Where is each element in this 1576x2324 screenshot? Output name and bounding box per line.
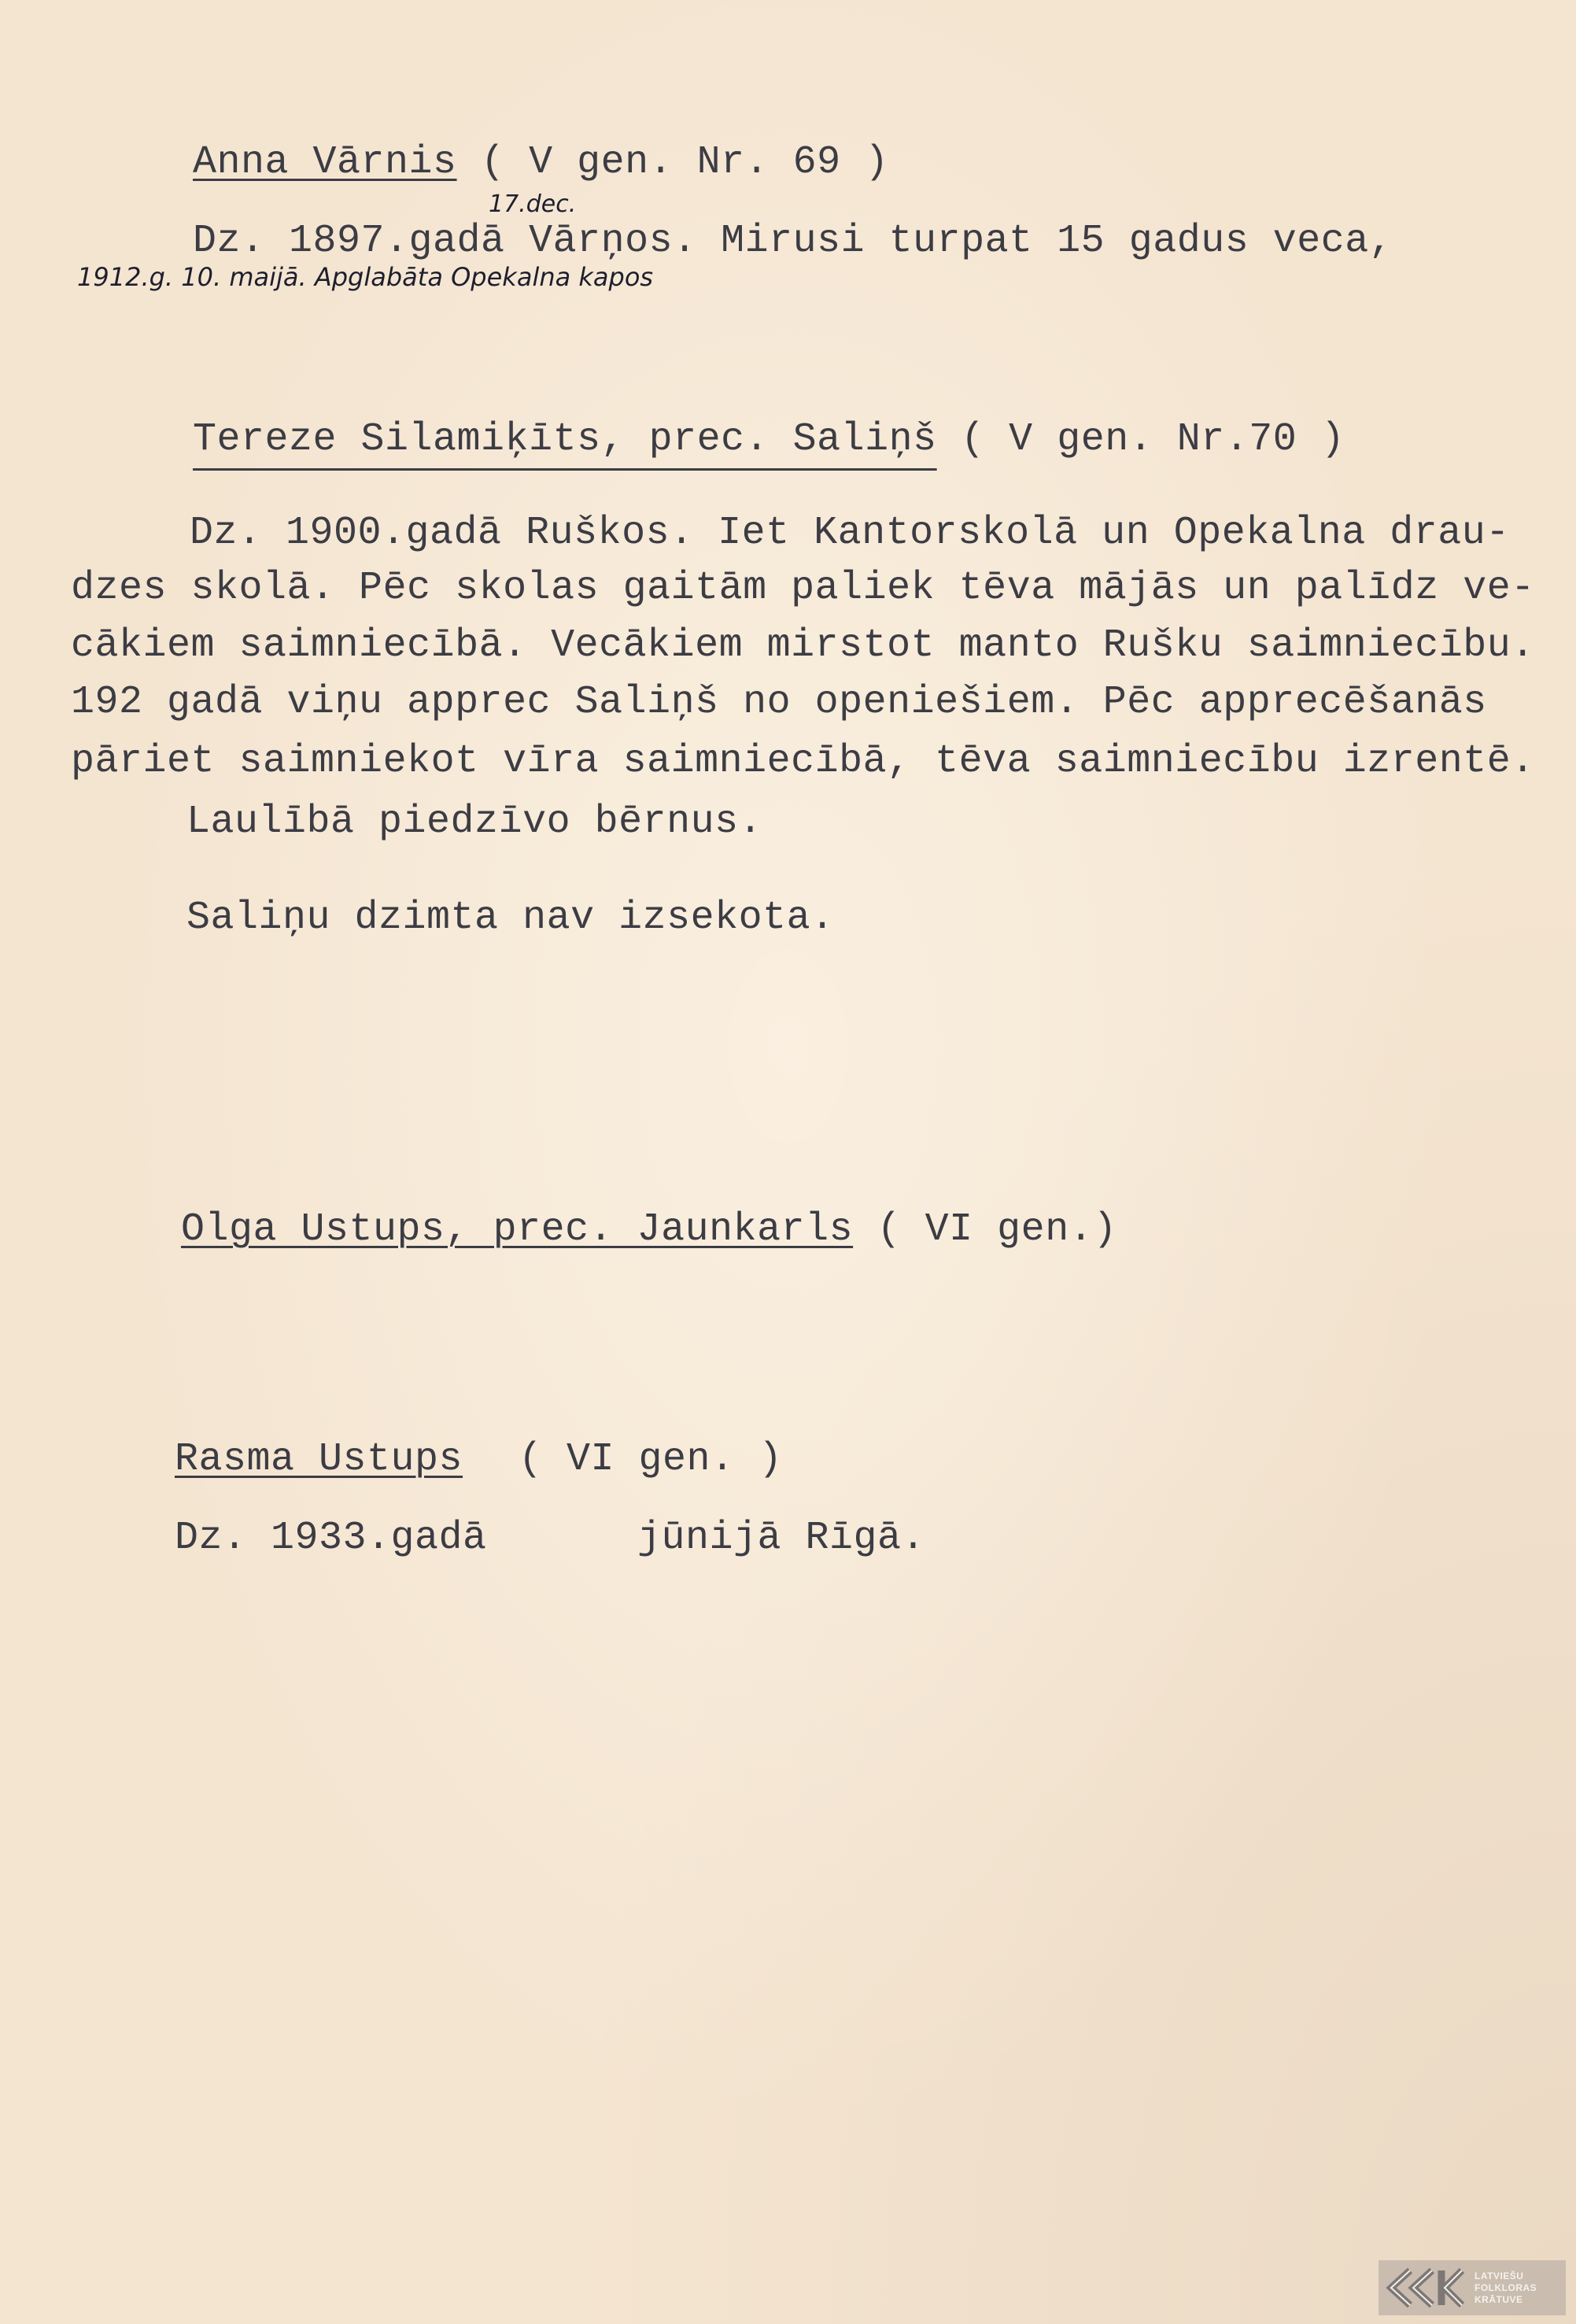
person-name: Rasma Ustups: [175, 1437, 463, 1482]
paragraph-line: 192 gadā viņu apprec Saliņš no openiešiem. Pēc apprecēšanās: [71, 680, 1487, 725]
birth-year: Dz. 1933.gadā: [175, 1516, 487, 1561]
generation-label: ( VI gen. ): [519, 1437, 783, 1482]
paragraph-line: pāriet saimniekot vīra saimniecībā, tēva saimniecību izrentē.: [71, 739, 1535, 784]
generation-label: ( V gen. Nr.70 ): [961, 417, 1345, 462]
person-name: Olga Ustups, prec. Jaunkarls: [181, 1207, 854, 1252]
paragraph-line: cākiem saimniecībā. Vecākiem mirstot manto Rušku saimniecību.: [71, 623, 1535, 668]
archive-logo-text: [1475, 2270, 1537, 2306]
lineage-note: Saliņu dzimta nav izsekota.: [186, 896, 835, 940]
entry-heading-tereze: [193, 416, 1345, 464]
archive-logo-line: FOLKLORAS: [1475, 2282, 1537, 2293]
person-name: Anna Vārnis: [193, 140, 457, 185]
archive-logo-line: KRĀTUVE: [1475, 2293, 1523, 2305]
person-name: Tereze Silamiķīts, prec. Saliņš: [193, 417, 937, 462]
paragraph-line: Laulībā piedzīvo bērnus.: [186, 800, 763, 844]
generation-label: ( V gen. Nr. 69 ): [481, 140, 889, 185]
birth-line: Dz. 1897.gadā Vārņos. Mirusi turpat 15 gadus veca,: [193, 219, 1393, 264]
archive-logo-mark-icon: [1383, 2266, 1468, 2310]
paragraph-line: dzes skolā. Pēc skolas gaitām paliek tēva mājās un palīdz ve-: [71, 566, 1535, 611]
handwritten-burial-note: 1912.g. 10. maijā. Apglabāta Opekalna kapos: [77, 262, 654, 292]
entry-heading-rasma: [175, 1436, 463, 1483]
paragraph-line: Dz. 1900.gadā Ruškos. Iet Kantorskolā un Opekalna drau-: [190, 511, 1510, 556]
entry-heading-anna: [193, 139, 889, 187]
entry-heading-olga: [181, 1206, 1117, 1254]
archive-logo: [1379, 2260, 1566, 2315]
birth-place: jūnijā Rīgā.: [637, 1516, 926, 1561]
generation-label: ( VI gen.): [877, 1207, 1117, 1252]
handwritten-date: 17.dec.: [489, 190, 577, 218]
archive-logo-line: LATVIEŠU: [1475, 2270, 1524, 2282]
